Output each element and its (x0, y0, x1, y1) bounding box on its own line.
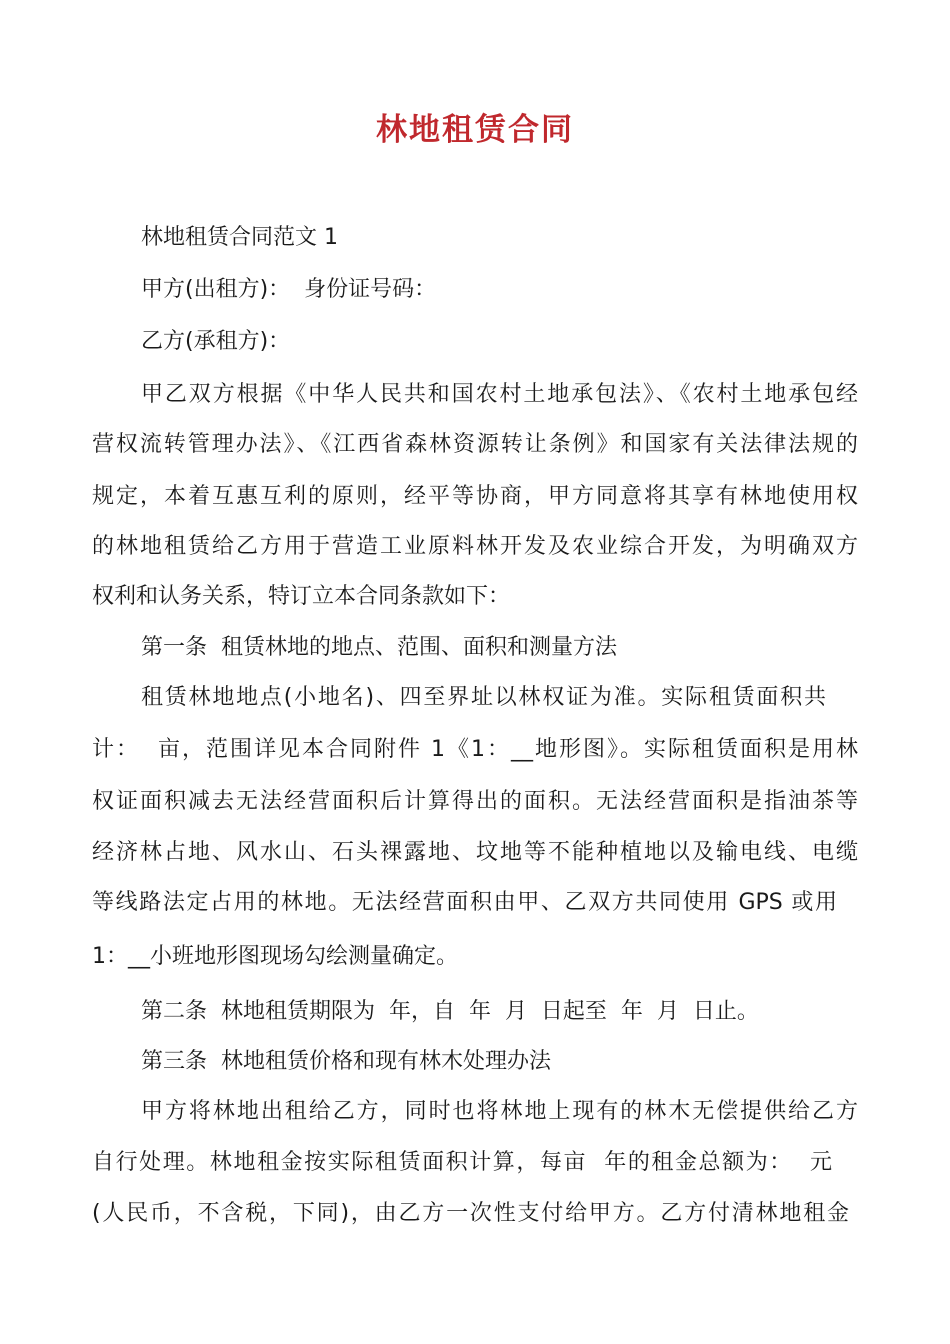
paragraph-line: 经济林占地、风水山、石头裸露地、坟地等不能种植地以及输电线、电缆 (92, 840, 858, 865)
paragraph-line: (人民币，不含税，下同)，由乙方一次性支付给甲方。乙方付清林地租金 (92, 1201, 849, 1226)
paragraph-line: 1：__小班地形图现场勾绘测量确定。 (92, 944, 458, 969)
paragraph-line: 等线路法定占用的林地。无法经营面积由甲、乙双方共同使用 GPS 或用 (92, 890, 837, 915)
paragraph-line: 权利和认务关系，特订立本合同条款如下： (92, 584, 511, 609)
paragraph-line: 的林地租赁给乙方用于营造工业原料林开发及农业综合开发，为明确双方 (92, 534, 858, 559)
section-heading: 第一条 租赁林地的地点、范围、面积和测量方法 (141, 635, 617, 660)
paragraph-line: 自行处理。林地租金按实际租赁面积计算，每亩 年的租金总额为： 元 (92, 1150, 832, 1175)
paragraph-line: 乙方(承租方)： (141, 329, 291, 354)
paragraph-line: 甲乙双方根据《中华人民共和国农村土地承包法》、《农村土地承包经 (141, 382, 858, 407)
paragraph-line: 甲方将林地出租给乙方，同时也将林地上现有的林木无偿提供给乙方 (141, 1099, 858, 1124)
paragraph-line: 营权流转管理办法》、《江西省森林资源转让条例》和国家有关法律法规的 (92, 432, 858, 457)
section-heading: 第二条 林地租赁期限为 年，自 年 月 日起至 年 月 日止。 (141, 999, 759, 1024)
document-title: 林地租赁合同 (376, 112, 574, 148)
paragraph-line: 权证面积减去无法经营面积后计算得出的面积。无法经营面积是指油茶等 (92, 789, 858, 814)
paragraph-line: 林地租赁合同范文 1 (141, 225, 338, 250)
paragraph-line: 规定，本着互惠互利的原则，经平等协商，甲方同意将其享有林地使用权 (92, 484, 858, 509)
paragraph-line: 甲方(出租方)： 身份证号码： (141, 277, 437, 302)
paragraph-line: 计： 亩，范围详见本合同附件 1《1：__地形图》。实际租赁面积是用林 (92, 737, 858, 762)
paragraph-line: 租赁林地地点(小地名)、四至界址以林权证为准。实际租赁面积共 (141, 685, 826, 710)
section-heading: 第三条 林地租赁价格和现有林木处理办法 (141, 1049, 551, 1074)
